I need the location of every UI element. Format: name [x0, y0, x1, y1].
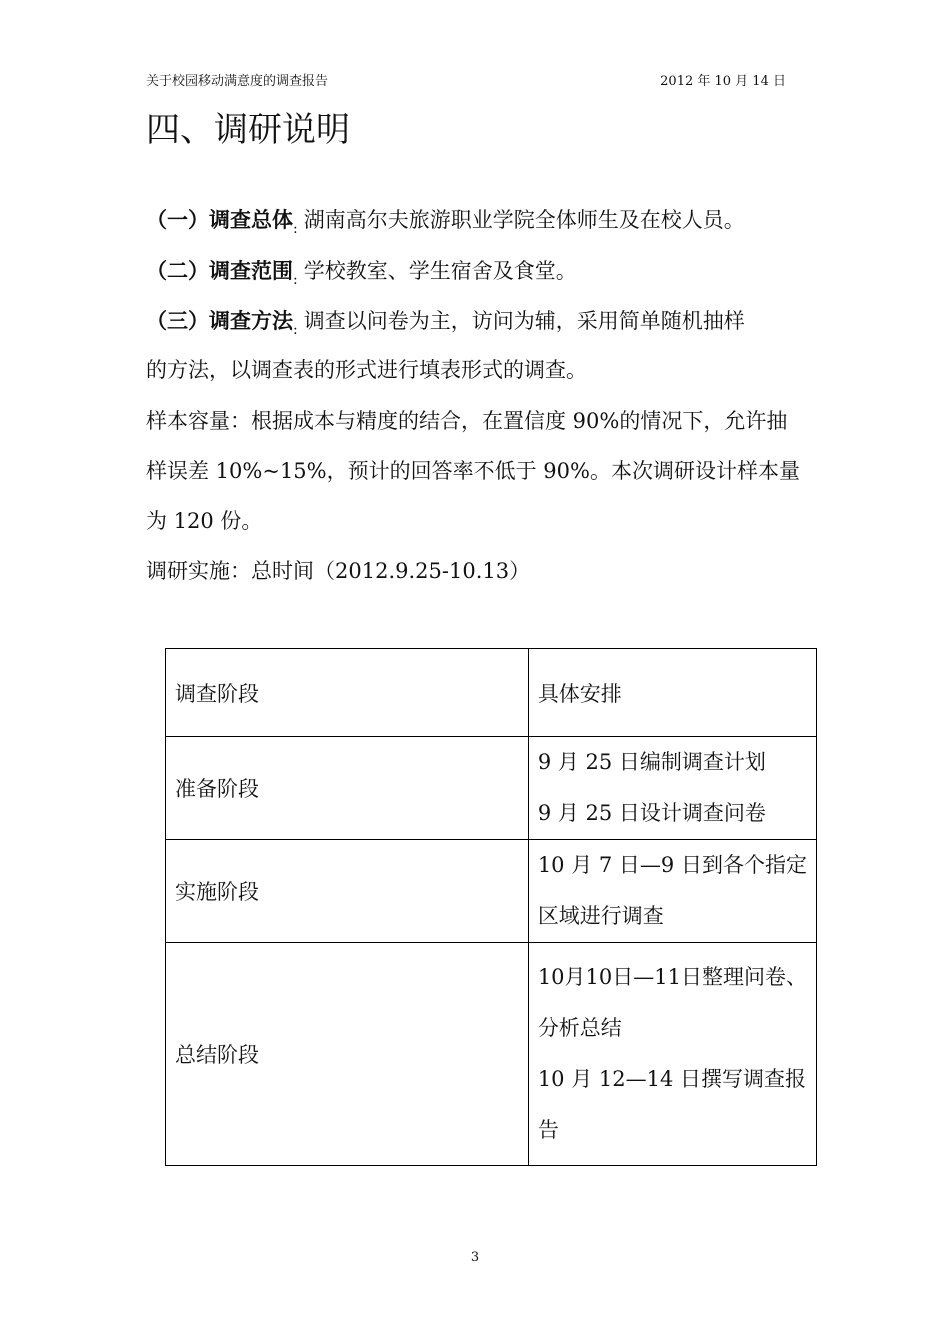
header-arrangement: 具体安排 — [528, 649, 816, 737]
table-header-row — [166, 649, 817, 737]
plan-cell — [528, 943, 816, 1166]
running-header-title: 关于校园移动满意度的调查报告 — [146, 74, 329, 89]
plan-line: 10 月 12—14 日撰写调查报 — [537, 1067, 807, 1091]
sample-size-line-3: 为 120 份。 — [146, 509, 263, 533]
plan-cell — [528, 840, 816, 943]
running-header-date: 2012 年 10 月 14 日 — [660, 74, 786, 89]
schedule-table — [165, 648, 817, 1166]
survey-population-colon: : — [293, 221, 298, 237]
survey-scope-label: （二）调查范围 — [146, 259, 293, 283]
survey-method-text: 调查以问卷为主，访问为辅，采用简单随机抽样 — [303, 309, 745, 333]
plan-line: 9 月 25 日设计调查问卷 — [537, 801, 766, 825]
sample-size-line-2: 样误差 10%~15%，预计的回答率不低于 90%。本次调研设计样本量 — [146, 459, 800, 483]
survey-scope-colon: : — [293, 272, 298, 288]
method-continuation: 的方法，以调查表的形式进行填表形式的调查。 — [146, 358, 587, 382]
page-number: 3 — [470, 1250, 480, 1265]
survey-scope-item — [146, 256, 577, 295]
header-stage: 调查阶段 — [166, 649, 529, 737]
plan-cell — [528, 737, 816, 840]
survey-method-label: （三）调查方法 — [146, 309, 293, 333]
plan-line: 10月10日—11日整理问卷、 — [537, 965, 807, 989]
plan-line: 区域进行调查 — [537, 904, 664, 928]
plan-line: 9 月 25 日编制调查计划 — [537, 750, 766, 774]
implementation-line: 调研实施：总时间（2012.9.25-10.13） — [146, 559, 531, 583]
table-row — [166, 943, 817, 1166]
survey-population-text: 湖南高尔夫旅游职业学院全体师生及在校人员。 — [303, 208, 745, 232]
plan-line: 10 月 7 日—9 日到各个指定 — [537, 853, 807, 877]
stage-cell: 实施阶段 — [166, 840, 529, 943]
survey-population-label: （一）调查总体 — [146, 208, 293, 232]
table-row — [166, 737, 817, 840]
stage-cell: 准备阶段 — [166, 737, 529, 840]
plan-line: 告 — [537, 1118, 559, 1142]
survey-method-colon: : — [293, 322, 298, 338]
survey-population-item — [146, 205, 745, 244]
section-heading: 四、调研说明 — [146, 110, 350, 150]
survey-scope-text: 学校教室、学生宿舍及食堂。 — [303, 259, 577, 283]
table-row — [166, 840, 817, 943]
plan-line: 分析总结 — [537, 1016, 622, 1040]
sample-size-line-1: 样本容量：根据成本与精度的结合，在置信度 90%的情况下，允许抽 — [146, 409, 788, 433]
stage-cell: 总结阶段 — [166, 943, 529, 1166]
survey-method-item — [146, 306, 745, 345]
